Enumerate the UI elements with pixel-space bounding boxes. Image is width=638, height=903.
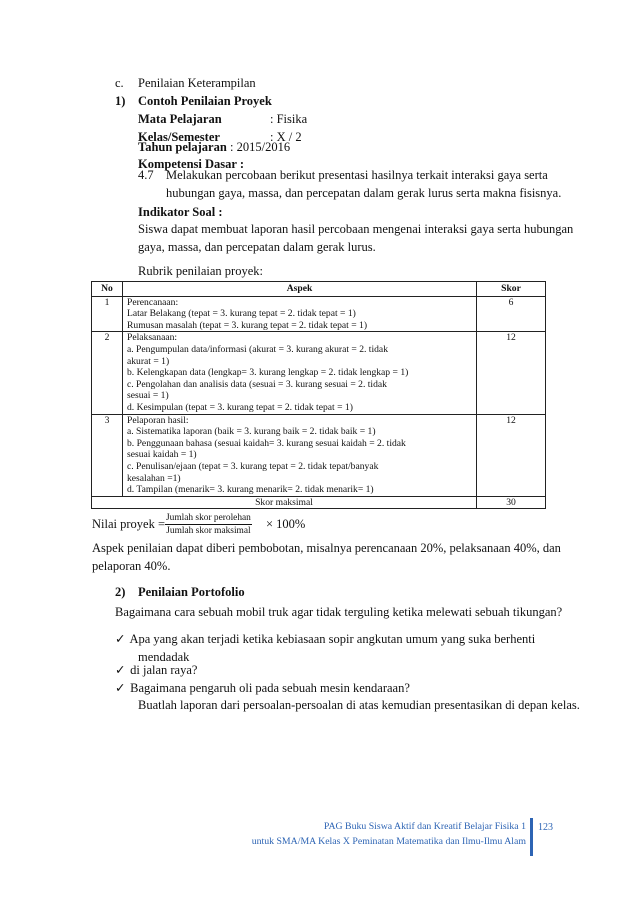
row-skor: 12 bbox=[477, 332, 546, 414]
rubric-table bbox=[91, 281, 546, 509]
formula-fraction bbox=[165, 512, 252, 537]
section-1-marker: 1) bbox=[115, 94, 126, 108]
row-aspek bbox=[123, 332, 477, 414]
aspek-line: d. Tampilan (menarik= 3. kurang menarik= 2. tidak menarik= 1) bbox=[127, 484, 374, 496]
table-header-row bbox=[92, 282, 546, 297]
portofolio-item bbox=[115, 662, 197, 679]
row-skor: 6 bbox=[477, 296, 546, 332]
tahun-value: : 2015/2016 bbox=[230, 140, 291, 154]
footer-book-title: PAG Buku Siswa Aktif dan Kreatif Belajar Fisika 1 bbox=[323, 821, 526, 832]
aspek-line: c. Pengolahan dan analisis data (sesuai = 3. kurang sesuai = 2. tidak bbox=[127, 378, 387, 390]
footer-divider bbox=[530, 818, 533, 856]
portofolio-item-text: Apa yang akan terjadi ketika kebiasaan sopir angkutan umum yang suka berhenti bbox=[129, 632, 536, 646]
aspek-line: a. Pengumpulan data/informasi (akurat = 3. kurang akurat = 2. tidak bbox=[127, 343, 388, 355]
row-no: 1 bbox=[92, 296, 123, 332]
row-aspek bbox=[123, 296, 477, 332]
aspek-line: Rumusan masalah (tepat = 3. kurang tepat = 2. tidak tepat = 1) bbox=[127, 319, 368, 331]
page-number: 123 bbox=[538, 822, 553, 833]
bobot-line-1: Aspek penilaian dapat diberi pembobotan, misalnya perencanaan 20%, pelaksanaan 40%, dan bbox=[92, 541, 561, 555]
row-skor: 12 bbox=[477, 414, 546, 496]
bobot-line-2: pelaporan 40%. bbox=[92, 559, 171, 573]
mapel-label: Mata Pelajaran bbox=[138, 112, 222, 126]
row-no: 2 bbox=[92, 332, 123, 414]
rubrik-intro: Rubrik penilaian proyek: bbox=[138, 264, 263, 278]
portofolio-item-text: Bagaimana pengaruh oli pada sebuah mesin kendaraan? bbox=[130, 681, 410, 695]
row-no: 3 bbox=[92, 414, 123, 496]
section-c-title: Penilaian Keterampilan bbox=[138, 76, 256, 90]
aspek-line: akurat = 1) bbox=[127, 355, 170, 367]
check-icon: ✓ bbox=[115, 663, 126, 677]
col-header-skor: Skor bbox=[477, 282, 546, 297]
mapel-value: : Fisika bbox=[270, 112, 308, 126]
indikator-heading: Indikator Soal : bbox=[138, 205, 223, 219]
formula-lhs: Nilai proyek = bbox=[92, 517, 166, 531]
portofolio-item-text: di jalan raya? bbox=[130, 663, 198, 677]
aspek-line: d. Kesimpulan (tepat = 3. kurang tepat = 2. tidak tepat = 1) bbox=[127, 401, 353, 413]
aspek-line: b. Kelengkapan data (lengkap= 3. kurang lengkap = 2. tidak lengkap = 1) bbox=[127, 367, 409, 379]
section-c-marker: c. bbox=[115, 76, 124, 90]
total-label: Skor maksimal bbox=[92, 496, 477, 509]
portofolio-item-continuation: mendadak bbox=[138, 650, 190, 664]
table-row bbox=[92, 414, 546, 496]
kompetensi-heading: Kompetensi Dasar : bbox=[138, 157, 245, 171]
portofolio-item bbox=[115, 680, 410, 697]
aspek-line: Pelaporan hasil: bbox=[127, 414, 189, 426]
col-header-aspek: Aspek bbox=[123, 282, 477, 297]
table-total-row bbox=[92, 496, 546, 509]
aspek-line: c. Penulisan/ejaan (tepat = 3. kurang tepat = 2. tidak tepat/banyak bbox=[127, 460, 379, 472]
formula-rhs: × 100% bbox=[266, 517, 306, 531]
kelas-label: Kelas/Semester bbox=[138, 130, 220, 144]
footer-book-subtitle: untuk SMA/MA Kelas X Peminatan Matematika dan Ilmu-Ilmu Alam bbox=[251, 836, 526, 847]
portofolio-closing: Buatlah laporan dari persoalan-persoalan di atas kemudian presentasikan di depan kelas. bbox=[138, 698, 580, 712]
kompetensi-line-1: Melakukan percobaan berikut presentasi hasilnya terkait interaksi gaya serta bbox=[166, 168, 548, 182]
kompetensi-number: 4.7 bbox=[138, 168, 154, 182]
check-icon: ✓ bbox=[115, 681, 126, 695]
aspek-line: sesuai kaidah = 1) bbox=[127, 449, 197, 461]
total-value: 30 bbox=[477, 496, 546, 509]
portofolio-item bbox=[115, 631, 535, 648]
indikator-line-2: gaya, massa, dan percepatan dalam gerak lurus. bbox=[138, 240, 376, 254]
formula-numerator: Jumlah skor perolehan bbox=[166, 513, 251, 523]
aspek-line: b. Penggunaan bahasa (sesuai kaidah= 3. kurang sesuai kaidah = 2. tidak bbox=[127, 437, 406, 449]
aspek-line: Latar Belakang (tepat = 3. kurang tepat = 2. tidak tepat = 1) bbox=[127, 308, 356, 320]
aspek-line: kesalahan =1) bbox=[127, 472, 181, 484]
tahun-label: Tahun pelajaran bbox=[138, 140, 227, 154]
col-header-no: No bbox=[92, 282, 123, 297]
row-aspek bbox=[123, 414, 477, 496]
section-2-title: Penilaian Portofolio bbox=[138, 585, 245, 599]
kompetensi-line-2: hubungan gaya, massa, dan percepatan dalam gerak lurus serta makna fisisnya. bbox=[166, 186, 562, 200]
aspek-line: Pelaksanaan: bbox=[127, 332, 178, 344]
aspek-line: a. Sistematika laporan (baik = 3. kurang baik = 2. tidak baik = 1) bbox=[127, 426, 376, 438]
section-2-marker: 2) bbox=[115, 585, 126, 599]
aspek-line: Perencanaan: bbox=[127, 296, 179, 308]
table-row bbox=[92, 296, 546, 332]
kelas-value: : X / 2 bbox=[270, 130, 302, 144]
check-icon: ✓ bbox=[115, 632, 126, 646]
portofolio-question: Bagaimana cara sebuah mobil truk agar tidak terguling ketika melewati sebuah tikungan? bbox=[115, 605, 563, 619]
section-1-title: Contoh Penilaian Proyek bbox=[138, 94, 272, 108]
formula-denominator: Jumlah skor maksimal bbox=[166, 526, 251, 536]
aspek-line: sesuai = 1) bbox=[127, 390, 169, 402]
indikator-line-1: Siswa dapat membuat laporan hasil percobaan mengenai interaksi gaya serta hubungan bbox=[138, 222, 574, 236]
table-row bbox=[92, 332, 546, 414]
